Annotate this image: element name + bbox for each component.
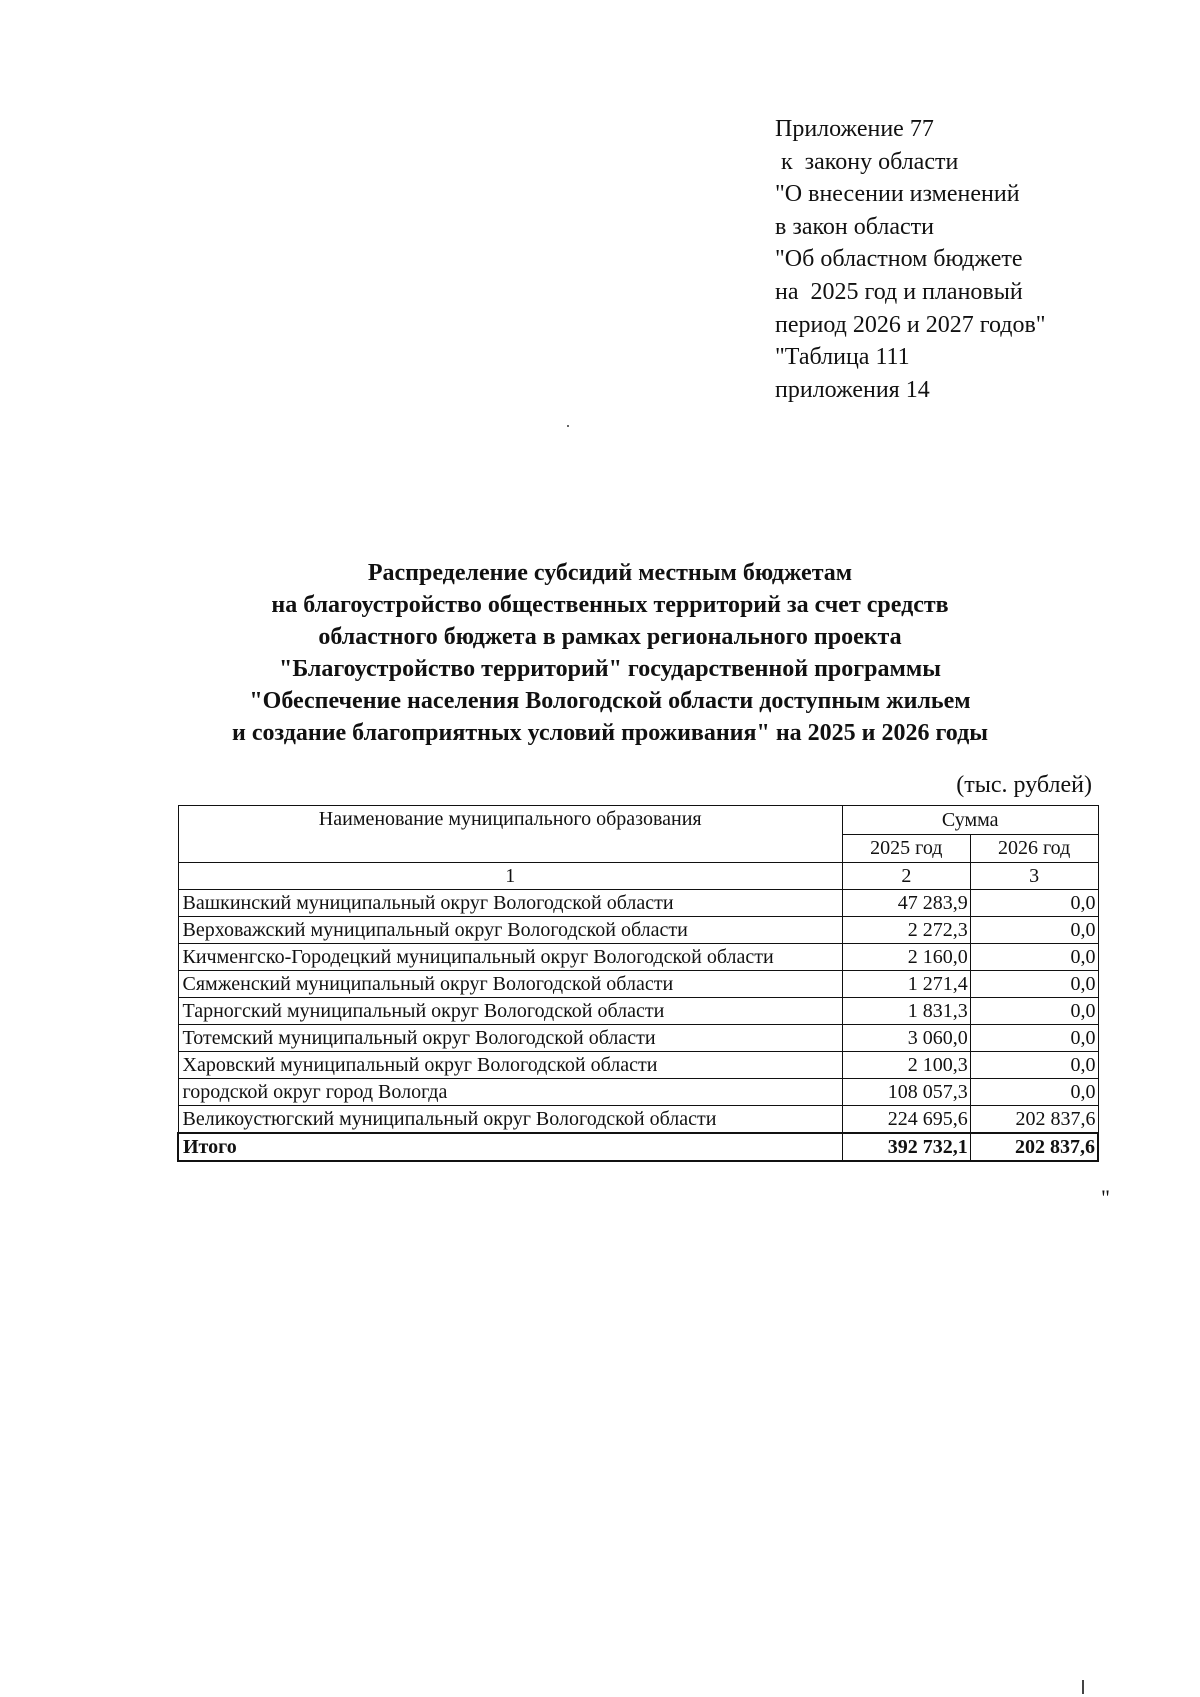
closing-quote: " bbox=[1101, 1185, 1110, 1210]
table-row bbox=[178, 971, 1098, 998]
row-name: Верховажский муниципальный округ Вологодской области bbox=[178, 917, 842, 944]
title-line: "Благоустройство территорий" государственной программы bbox=[279, 656, 941, 682]
row-value-2025: 2 272,3 bbox=[842, 917, 970, 944]
row-name: Великоустюгский муниципальный округ Вологодской области bbox=[178, 1106, 842, 1134]
appendix-line: "Таблица 111 bbox=[775, 344, 910, 371]
title-line: областного бюджета в рамках регионального проекта bbox=[318, 624, 902, 650]
row-value-2026: 0,0 bbox=[970, 998, 1098, 1025]
row-value-2026: 0,0 bbox=[970, 917, 1098, 944]
row-value-2025: 3 060,0 bbox=[842, 1025, 970, 1052]
total-row bbox=[178, 1133, 1098, 1161]
header-name: Наименование муниципального образования bbox=[178, 806, 842, 863]
appendix-line: Приложение 77 bbox=[775, 116, 934, 142]
row-value-2026: 0,0 bbox=[970, 1079, 1098, 1106]
row-value-2026: 0,0 bbox=[970, 1025, 1098, 1052]
row-name: Сямженский муниципальный округ Вологодской области bbox=[178, 971, 842, 998]
table-row bbox=[178, 1079, 1098, 1106]
appendix-header bbox=[775, 113, 1046, 406]
appendix-line: в закон области bbox=[775, 213, 934, 240]
header-2026: 2026 год bbox=[970, 834, 1098, 863]
row-value-2026: 0,0 bbox=[970, 1052, 1098, 1079]
row-name: Тотемский муниципальный округ Вологодской области bbox=[178, 1025, 842, 1052]
row-value-2025: 2 160,0 bbox=[842, 944, 970, 971]
table-row bbox=[178, 1025, 1098, 1052]
title-line: Распределение субсидий местным бюджетам bbox=[367, 560, 853, 586]
appendix-line: к закону области bbox=[775, 148, 959, 175]
header-row bbox=[178, 806, 1098, 835]
row-value-2025: 108 057,3 bbox=[842, 1079, 970, 1106]
row-value-2025: 47 283,9 bbox=[842, 890, 970, 917]
appendix-line: приложения 14 bbox=[775, 376, 930, 403]
appendix-line: на 2025 год и плановый bbox=[775, 278, 1023, 305]
column-number: 1 bbox=[178, 863, 842, 890]
row-name: Тарногский муниципальный округ Вологодской области bbox=[178, 998, 842, 1025]
table-row bbox=[178, 1052, 1098, 1079]
column-number: 3 bbox=[970, 863, 1098, 890]
appendix-line: "О внесении изменений bbox=[775, 181, 1020, 208]
subsidy-table bbox=[177, 805, 1099, 1162]
title-line: и создание благоприятных условий проживания" на 2025 и 2026 годы bbox=[232, 720, 988, 746]
appendix-line: период 2026 и 2027 годов" bbox=[775, 311, 1046, 338]
unit-label: (тыс. рублей) bbox=[956, 772, 1092, 798]
header-sum: Сумма bbox=[842, 806, 1098, 835]
document-title bbox=[160, 557, 1060, 749]
row-value-2025: 1 831,3 bbox=[842, 998, 970, 1025]
title-line: на благоустройство общественных территорий за счет средств bbox=[271, 592, 949, 618]
row-value-2025: 224 695,6 bbox=[842, 1106, 970, 1134]
row-value-2026: 0,0 bbox=[970, 944, 1098, 971]
total-value-2025: 392 732,1 bbox=[842, 1133, 970, 1161]
table-row bbox=[178, 998, 1098, 1025]
row-name: Харовский муниципальный округ Вологодской области bbox=[178, 1052, 842, 1079]
scan-mark bbox=[1082, 1680, 1084, 1694]
row-value-2026: 0,0 bbox=[970, 971, 1098, 998]
row-value-2026: 0,0 bbox=[970, 890, 1098, 917]
title-line: "Обеспечение населения Вологодской области доступным жильем bbox=[249, 688, 971, 714]
column-number-row bbox=[178, 863, 1098, 890]
row-name: городской округ город Вологда bbox=[178, 1079, 842, 1106]
table-row bbox=[178, 917, 1098, 944]
header-2025: 2025 год bbox=[842, 834, 970, 863]
column-number: 2 bbox=[842, 863, 970, 890]
table-row bbox=[178, 890, 1098, 917]
total-value-2026: 202 837,6 bbox=[970, 1133, 1098, 1161]
row-value-2025: 2 100,3 bbox=[842, 1052, 970, 1079]
scan-speck bbox=[567, 425, 569, 427]
row-name: Кичменгско-Городецкий муниципальный округ Вологодской области bbox=[178, 944, 842, 971]
appendix-line: "Об областном бюджете bbox=[775, 246, 1023, 273]
table-row bbox=[178, 1106, 1098, 1134]
total-label: Итого bbox=[178, 1133, 842, 1161]
table-row bbox=[178, 944, 1098, 971]
row-value-2026: 202 837,6 bbox=[970, 1106, 1098, 1134]
row-value-2025: 1 271,4 bbox=[842, 971, 970, 998]
row-name: Вашкинский муниципальный округ Вологодской области bbox=[178, 890, 842, 917]
